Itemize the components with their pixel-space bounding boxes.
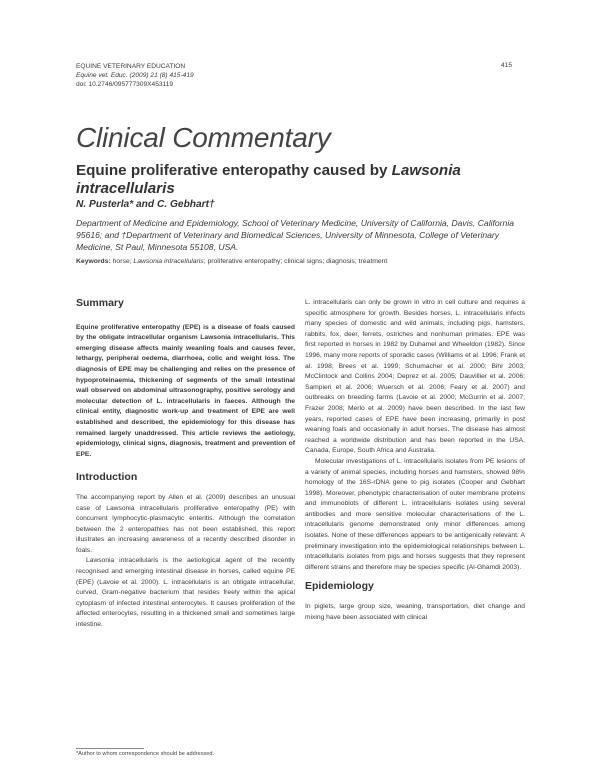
footnote-rule xyxy=(76,748,144,749)
summary-text: Equine proliferative enteropathy (EPE) is a disease of foals caused by the obligate intracellular organism Lawsonia intracellularis. This emerging disease affects mainly weanling foals and causes fever, lethargy, peripheral oedema, diarrhoea, colic and weight loss. The diagnosis of EPE may be challenging and relies on the presence of hypoproteinaemia, thickening of segments of the small intestinal wall observed on abdominal ultrasonography, positive serology and molecular detection of L. intracellularis in faeces. Although the clinical entity, diagnostic work-up and treatment of EPE are well established and described, the epidemiology for this disease has remained largely unaddressed. This article reviews the aetiology, epidemiology, clinical signs, diagnosis, treatment and prevention of EPE. xyxy=(76,323,295,458)
summary-heading: Summary xyxy=(76,297,124,309)
affiliation: Department of Medicine and Epidemiology, School of Veterinary Medicine, University of California, Davis, California 95616; and †Department of Veterinary and Biomedical Sciences, University of Minnesota, College of Veterinary Medicine, St Paul, Minnesota 55108, USA. xyxy=(76,218,515,252)
title-organism: Lawsonia intracellularis xyxy=(76,162,461,197)
epidemiology-paragraph: In piglets, large group size, weaning, transportation, diet change and mixing have been associated with clinical xyxy=(305,603,525,621)
page-number: 415 xyxy=(500,62,512,69)
introduction-heading: Introduction xyxy=(76,471,138,484)
footnote: *Author to whom correspondence should be addressed. xyxy=(76,751,215,757)
journal-header xyxy=(76,62,194,89)
right-paragraph-1: L. intracellularis can only be grown in vitro in cell culture and requires a specific atmosphere for growth. Besides horses, L. intracellularis infects many species of domestic and wild animals, including pigs, hamsters, rabbits, fox, deer, ferrets, ostriches and nonhuman primates. EPE was first reported in horses in 1982 by Duhamel and Wheeldon (1982). Since 1996, many more reports of sporadic cases (Williams et al. 1996; Frank et al. 1998; Brees et al. 1999; Schumacher et al. 2000; Bihr 2003; McClintock and Collins 2004; Deprez et al. 2005; Dauvillier et al. 2006; Sampieri et al. 2006; Wuersch et al. 2006; Feary et al. 2007) and outbreaks on breeding farms (Lavoie et al. 2000; McGurrin et al. 2007; Frazer 2008; Merlo et al. 2009) have been described. In the last few years, reported cases of EPE have been increasing, primarily in post weaning foals and occasionally in adult horses. The disease has almost reached a worldwide distribution and has been reported in the USA, Canada, Europe, South Africa and Australia. xyxy=(305,299,525,455)
keywords-organism: Lawsonia intracellularis xyxy=(133,258,204,265)
section-type: Clinical Commentary xyxy=(76,122,331,153)
keywords xyxy=(76,258,536,265)
right-paragraph-2: Molecular investigations of L. intracellularis isolates from PE lesions of a variety of animal species, including horses and hamsters, showed 98% homology of the 16S-rDNA gene to pig isolates (Cooper and Gebhart 1998). Moreover, phenotypic characterisation of outer membrane proteins and immunoblots of different L. intracellularis isolates using several antibodies and more sensitive molecular characterisations of the L. intracellularis genome demonstrated only minor differences among isolates. None of these differences appears to be antigenically relevant. A preliminary investigation into the epidemiological relationships between L. intracellularis isolates from pigs and horses suggests that they represent different strains and therefore may be species specific (Al-Ghamdi 2003). xyxy=(305,457,525,571)
journal-name: EQUINE VETERINARY EDUCATION xyxy=(76,63,186,70)
keywords-label: Keywords: xyxy=(76,258,111,265)
journal-citation: Equine vet. Educ. (2009) 21 (8) 415-419 xyxy=(76,72,194,79)
intro-paragraph-2: Lawsonia intracellularis is the aetiological agent of the recently recognised and emerging intestinal disease in horses, called equine PE (EPE) (Lavoie et al. 2000). L. intracellularis is an obligate intracellular, curved, Gram-negative bacterium that resides freely within the apical cytoplasm of infected intestinal enterocytes. It causes proliferation of the affected enterocytes, resulting in a thickened small and sometimes large intestine. xyxy=(76,557,295,629)
article-title xyxy=(76,162,536,198)
keywords-text-rest: ; proliferative enteropathy; clinical signs; diagnosis; treatment xyxy=(203,258,388,265)
keywords-text: horse; xyxy=(110,258,134,265)
left-column xyxy=(76,298,295,631)
intro-paragraph-1: The accompanying report by Allen et al. (2009) describes an unusual case of Lawsonia intracellularis proliferative enteropathy (PE) with concurrent lymphocytic-plasmacytic enteritis. Although the correlation between the 2 enteropathies has not been established, this report illustrates an increasing awareness of a recently described disorder in foals. xyxy=(76,493,295,554)
epidemiology-heading: Epidemiology xyxy=(305,580,374,593)
title-main: Equine proliferative enteropathy caused by xyxy=(76,162,392,179)
right-column xyxy=(305,298,525,623)
authors: N. Pusterla* and C. Gebhart† xyxy=(76,199,215,210)
doi: doi: 10.2746/095777309X453119 xyxy=(76,81,174,88)
